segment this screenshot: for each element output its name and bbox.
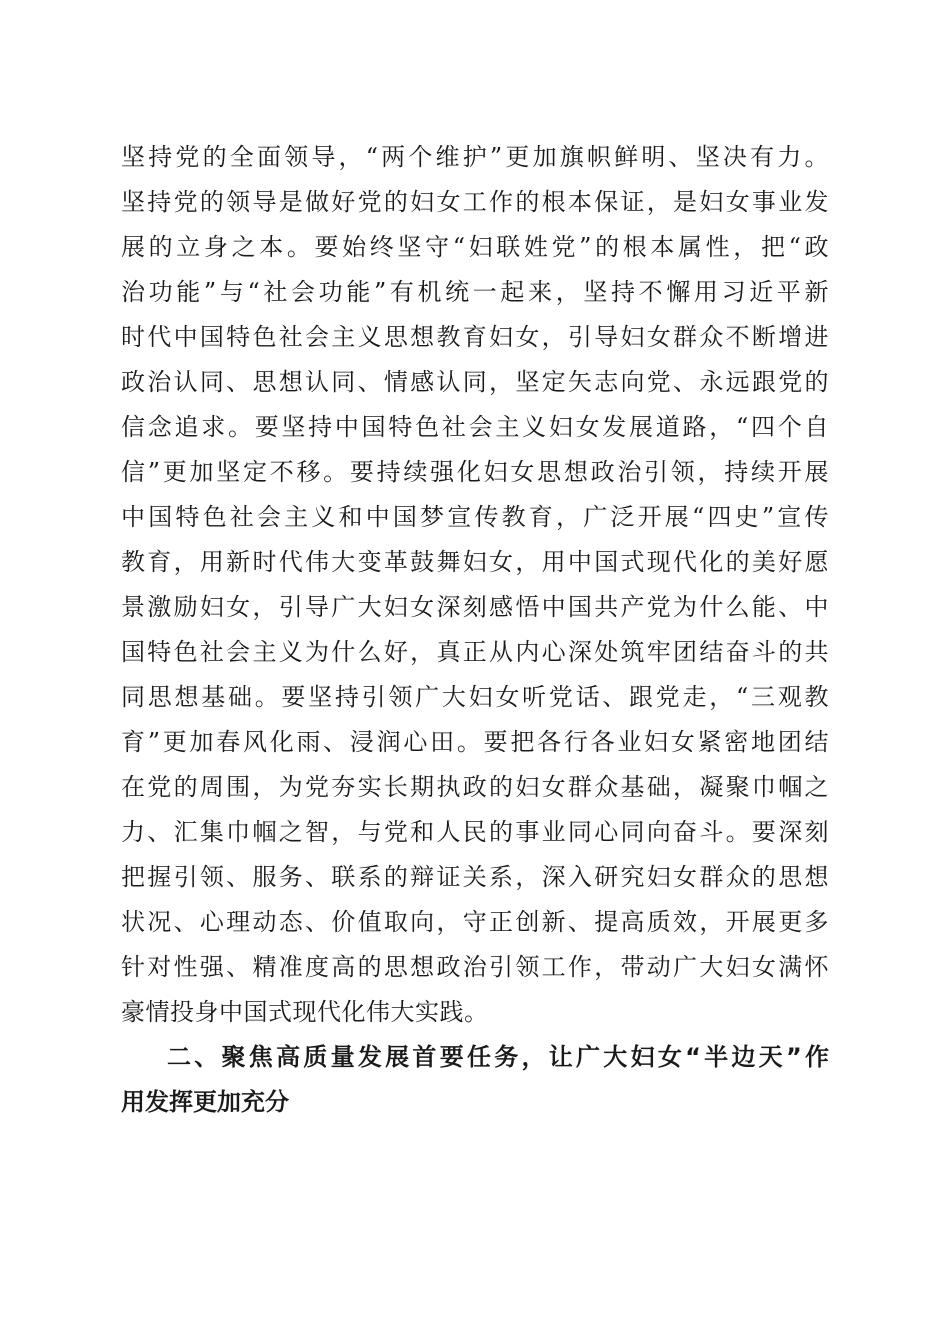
text-line: 豪情投身中国式现代化伟大实践。 bbox=[121, 998, 489, 1026]
text-line: 把握引领、服务、联系的辩证关系，深入研究妇女群众的思想 bbox=[121, 863, 829, 891]
heading-line: 二、聚焦高质量发展首要任务，让广大妇女“半边天”作 bbox=[167, 1043, 829, 1071]
text-line: 在党的周围，为党夯实长期执政的妇女群众基础，凝聚巾帼之 bbox=[121, 773, 829, 801]
heading-line: 用发挥更加充分 bbox=[121, 1088, 289, 1116]
text-line: 教育，用新时代伟大变革鼓舞妇女，用中国式现代化的美好愿 bbox=[121, 548, 829, 576]
section-heading bbox=[121, 1035, 829, 1125]
text-line: 中国特色社会主义和中国梦宣传教育，广泛开展“四史”宣传 bbox=[121, 503, 829, 531]
text-line: 展的立身之本。要始终坚守“妇联姓党”的根本属性，把“政 bbox=[121, 233, 829, 261]
text-line: 治功能”与“社会功能”有机统一起来，坚持不懈用习近平新 bbox=[121, 278, 829, 306]
body-text bbox=[121, 135, 829, 1125]
text-line: 政治认同、思想认同、情感认同，坚定矢志向党、永远跟党的 bbox=[121, 368, 829, 396]
text-line: 信念追求。要坚持中国特色社会主义妇女发展道路，“四个自 bbox=[121, 413, 829, 441]
text-line: 育”更加春风化雨、浸润心田。要把各行各业妇女紧密地团结 bbox=[121, 728, 829, 756]
text-line: 国特色社会主义为什么好，真正从内心深处筑牢团结奋斗的共 bbox=[121, 638, 829, 666]
text-line: 景激励妇女，引导广大妇女深刻感悟中国共产党为什么能、中 bbox=[121, 593, 829, 621]
text-line: 时代中国特色社会主义思想教育妇女，引导妇女群众不断增进 bbox=[121, 323, 829, 351]
text-line: 针对性强、精准度高的思想政治引领工作，带动广大妇女满怀 bbox=[121, 953, 829, 981]
text-line: 信”更加坚定不移。要持续强化妇女思想政治引领，持续开展 bbox=[121, 458, 829, 486]
text-line: 坚持党的领导是做好党的妇女工作的根本保证，是妇女事业发 bbox=[121, 188, 829, 216]
text-line: 力、汇集巾帼之智，与党和人民的事业同心同向奋斗。要深刻 bbox=[121, 818, 829, 846]
text-line: 坚持党的全面领导，“两个维护”更加旗帜鲜明、坚决有力。 bbox=[121, 143, 829, 171]
text-line: 同思想基础。要坚持引领广大妇女听党话、跟党走，“三观教 bbox=[121, 683, 829, 711]
text-line: 状况、心理动态、价值取向，守正创新、提高质效，开展更多 bbox=[121, 908, 829, 936]
